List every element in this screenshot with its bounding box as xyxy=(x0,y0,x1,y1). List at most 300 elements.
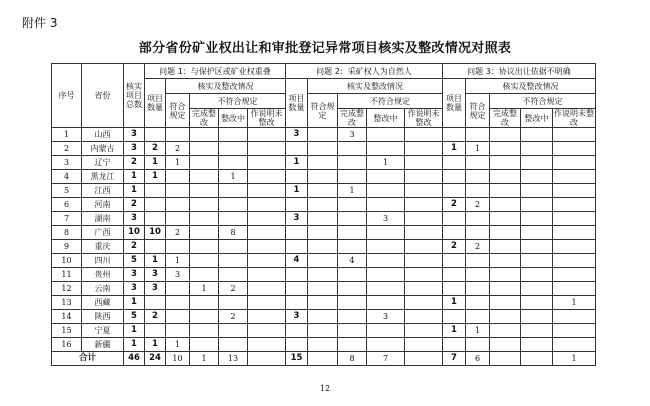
row-p3-cell xyxy=(466,338,490,352)
row-p2-cell xyxy=(338,338,367,352)
row-p1-cell xyxy=(248,184,286,198)
row-p1-cell xyxy=(248,324,286,338)
row-p1-cell xyxy=(166,170,190,184)
row-p1-cell xyxy=(219,296,248,310)
total-p2-cell xyxy=(405,352,443,366)
row-p2-cell xyxy=(405,142,443,156)
row-p2-cell xyxy=(367,240,405,254)
row-p2-cell xyxy=(405,268,443,282)
attachment-label: 附件 3 xyxy=(22,16,58,30)
header-p1-count: 项目数量 xyxy=(145,79,166,128)
row-p1-cell: 1 xyxy=(166,338,190,352)
header-p3-comply: 符合规定 xyxy=(466,94,490,128)
header-province: 省份 xyxy=(82,64,124,128)
total-p2-cell xyxy=(308,352,338,366)
table-row xyxy=(52,268,596,282)
row-p1-cell: 1 xyxy=(145,338,166,352)
row-p1-cell xyxy=(190,254,219,268)
header-problem-2: 问题 2：采矿权人为自然人 xyxy=(286,64,443,79)
table-row xyxy=(52,296,596,310)
row-p3-cell xyxy=(443,282,466,296)
header-p3-check: 核实及整改情况 xyxy=(466,79,596,94)
row-p1-cell xyxy=(190,226,219,240)
row-p1-cell xyxy=(219,128,248,142)
row-p3-cell xyxy=(490,156,521,170)
row-p3-cell xyxy=(490,310,521,324)
row-p2-cell xyxy=(367,282,405,296)
row-p1-cell xyxy=(219,254,248,268)
row-p3-cell xyxy=(490,226,521,240)
row-p3-cell xyxy=(443,310,466,324)
row-p3-cell xyxy=(553,212,596,226)
row-total: 3 xyxy=(124,142,145,156)
row-p3-cell xyxy=(553,198,596,212)
header-p1-check: 核实及整改情况 xyxy=(166,79,286,94)
row-p3-cell: 1 xyxy=(443,324,466,338)
row-p1-cell xyxy=(248,156,286,170)
row-p1-cell xyxy=(219,142,248,156)
row-p2-cell xyxy=(405,226,443,240)
row-p3-cell xyxy=(521,184,553,198)
row-p1-cell xyxy=(219,324,248,338)
row-total: 2 xyxy=(124,156,145,170)
row-p1-cell xyxy=(219,184,248,198)
row-p3-cell xyxy=(490,338,521,352)
row-p3-cell xyxy=(490,198,521,212)
row-p3-cell xyxy=(521,240,553,254)
row-p3-cell xyxy=(466,254,490,268)
row-p3-cell xyxy=(443,170,466,184)
row-p3-cell xyxy=(521,198,553,212)
row-province: 黑龙江 xyxy=(82,170,124,184)
row-p1-cell xyxy=(248,282,286,296)
row-p3-cell xyxy=(553,156,596,170)
table-row xyxy=(52,142,596,156)
row-p2-cell xyxy=(367,268,405,282)
row-p2-cell xyxy=(308,156,338,170)
row-province: 江西 xyxy=(82,184,124,198)
data-table xyxy=(51,63,596,366)
total-p3-cell xyxy=(490,352,521,366)
row-p2-cell xyxy=(286,282,308,296)
row-p2-cell xyxy=(338,282,367,296)
row-p2-cell xyxy=(308,184,338,198)
table-row xyxy=(52,338,596,352)
row-total: 1 xyxy=(124,170,145,184)
total-p3-cell xyxy=(521,352,553,366)
row-p1-cell xyxy=(219,240,248,254)
row-p1-cell: 8 xyxy=(219,226,248,240)
row-p2-cell xyxy=(308,226,338,240)
header-p3-explain: 作说明未整改 xyxy=(554,109,594,127)
total-p3-cell: 7 xyxy=(443,352,466,366)
row-p1-cell xyxy=(219,198,248,212)
row-province: 陕西 xyxy=(82,310,124,324)
row-province: 西藏 xyxy=(82,296,124,310)
row-p3-cell xyxy=(521,170,553,184)
header-p2-count: 项目数量 xyxy=(286,79,308,128)
header-problem-1: 问题 1：与保护区或矿业权重叠 xyxy=(145,64,286,79)
row-total: 1 xyxy=(124,324,145,338)
row-p3-cell: 2 xyxy=(466,198,490,212)
row-p1-cell: 2 xyxy=(166,142,190,156)
row-p1-cell xyxy=(166,310,190,324)
row-p1-cell xyxy=(248,170,286,184)
row-p2-cell xyxy=(367,254,405,268)
row-p3-cell xyxy=(490,184,521,198)
row-total: 1 xyxy=(124,296,145,310)
row-p1-cell xyxy=(190,268,219,282)
row-p2-cell: 1 xyxy=(338,184,367,198)
row-p2-cell xyxy=(367,324,405,338)
row-p1-cell xyxy=(145,324,166,338)
row-p1-cell xyxy=(190,198,219,212)
row-p1-cell: 1 xyxy=(145,170,166,184)
row-total: 2 xyxy=(124,240,145,254)
row-p1-cell xyxy=(166,184,190,198)
total-p1-cell xyxy=(248,352,286,366)
row-p1-cell xyxy=(190,324,219,338)
row-p2-cell xyxy=(308,212,338,226)
total-p3-cell: 1 xyxy=(553,352,596,366)
row-province: 湖南 xyxy=(82,212,124,226)
row-p1-cell xyxy=(190,184,219,198)
total-p2-cell: 7 xyxy=(367,352,405,366)
row-total: 5 xyxy=(124,254,145,268)
header-problem-3: 问题 3：协议出让依据不明确 xyxy=(443,64,596,79)
header-p1-done: 完成整改 xyxy=(190,109,219,128)
header-p2-done: 完成整改 xyxy=(338,109,367,128)
page-title: 部分省份矿业权出让和审批登记异常项目核实及整改情况对照表 xyxy=(138,41,512,56)
row-p1-cell xyxy=(166,296,190,310)
header-p3-done: 完成整改 xyxy=(490,109,521,128)
row-p2-cell xyxy=(367,198,405,212)
row-p3-cell xyxy=(521,310,553,324)
row-seq: 6 xyxy=(52,198,82,212)
row-province: 辽宁 xyxy=(82,156,124,170)
row-p1-cell xyxy=(145,128,166,142)
row-p3-cell xyxy=(521,282,553,296)
row-p2-cell xyxy=(286,296,308,310)
row-p1-cell xyxy=(145,184,166,198)
table-row xyxy=(52,254,596,268)
row-p2-cell xyxy=(405,156,443,170)
row-p2-cell xyxy=(338,226,367,240)
row-p3-cell xyxy=(466,226,490,240)
row-p1-cell xyxy=(248,226,286,240)
row-seq: 15 xyxy=(52,324,82,338)
row-p2-cell xyxy=(338,212,367,226)
row-p2-cell xyxy=(405,128,443,142)
table-row xyxy=(52,240,596,254)
row-p3-cell xyxy=(521,338,553,352)
row-seq: 13 xyxy=(52,296,82,310)
row-p1-cell xyxy=(219,156,248,170)
row-p3-cell xyxy=(443,254,466,268)
header-p2-check: 核实及整改情况 xyxy=(308,79,443,94)
row-province: 贵州 xyxy=(82,268,124,282)
row-p3-cell xyxy=(490,282,521,296)
row-p3-cell xyxy=(490,212,521,226)
row-p1-cell: 3 xyxy=(166,268,190,282)
row-p1-cell xyxy=(190,142,219,156)
total-p2-cell: 8 xyxy=(338,352,367,366)
row-p2-cell xyxy=(338,142,367,156)
row-seq: 8 xyxy=(52,226,82,240)
row-p2-cell xyxy=(338,240,367,254)
row-p2-cell xyxy=(286,170,308,184)
row-p2-cell xyxy=(367,170,405,184)
header-seq: 序号 xyxy=(52,64,82,128)
row-p3-cell xyxy=(553,310,596,324)
row-seq: 11 xyxy=(52,268,82,282)
row-p3-cell xyxy=(466,128,490,142)
header-p1-inprog: 整改中 xyxy=(219,109,248,128)
row-p3-cell xyxy=(553,324,596,338)
row-p2-cell xyxy=(308,296,338,310)
total-p2-cell: 15 xyxy=(286,352,308,366)
total-p3-cell: 6 xyxy=(466,352,490,366)
row-p2-cell xyxy=(308,128,338,142)
table-row xyxy=(52,310,596,324)
row-p1-cell xyxy=(190,128,219,142)
row-p2-cell xyxy=(405,212,443,226)
row-province: 广西 xyxy=(82,226,124,240)
row-p3-cell xyxy=(553,170,596,184)
row-p3-cell: 1 xyxy=(553,296,596,310)
row-p1-cell xyxy=(166,324,190,338)
row-p2-cell xyxy=(308,268,338,282)
row-p1-cell xyxy=(248,296,286,310)
table-row xyxy=(52,184,596,198)
row-province: 山西 xyxy=(82,128,124,142)
row-p1-cell: 10 xyxy=(145,226,166,240)
row-p2-cell xyxy=(367,128,405,142)
row-p2-cell xyxy=(367,338,405,352)
row-p3-cell: 1 xyxy=(466,142,490,156)
row-p2-cell xyxy=(405,240,443,254)
row-p3-cell xyxy=(490,268,521,282)
row-seq: 10 xyxy=(52,254,82,268)
row-p2-cell xyxy=(338,296,367,310)
row-p3-cell xyxy=(466,212,490,226)
row-p2-cell: 1 xyxy=(286,156,308,170)
row-p3-cell xyxy=(521,156,553,170)
row-p2-cell xyxy=(405,170,443,184)
total-sum: 46 xyxy=(124,352,145,366)
row-p2-cell xyxy=(338,268,367,282)
row-p1-cell xyxy=(248,254,286,268)
row-p3-cell: 2 xyxy=(466,240,490,254)
row-province: 重庆 xyxy=(82,240,124,254)
row-p2-cell xyxy=(286,324,308,338)
row-p1-cell: 2 xyxy=(219,310,248,324)
row-p2-cell xyxy=(405,254,443,268)
row-p2-cell: 3 xyxy=(367,212,405,226)
row-p2-cell xyxy=(405,282,443,296)
row-p2-cell xyxy=(338,310,367,324)
header-p1-comply: 符合规定 xyxy=(166,94,190,128)
row-p3-cell xyxy=(490,170,521,184)
row-seq: 9 xyxy=(52,240,82,254)
row-p1-cell xyxy=(145,212,166,226)
row-p3-cell xyxy=(443,156,466,170)
row-p3-cell xyxy=(521,128,553,142)
header-p2-explain: 作说明未整改 xyxy=(405,109,443,128)
row-p1-cell xyxy=(190,240,219,254)
row-p3-cell xyxy=(490,128,521,142)
row-province: 河南 xyxy=(82,198,124,212)
header-p3-noncomply: 不符合规定 xyxy=(490,94,596,109)
row-p1-cell: 1 xyxy=(145,156,166,170)
row-p1-cell xyxy=(190,310,219,324)
row-p1-cell xyxy=(166,240,190,254)
row-p1-cell xyxy=(248,268,286,282)
row-p3-cell xyxy=(521,254,553,268)
row-p1-cell xyxy=(190,156,219,170)
row-province: 宁夏 xyxy=(82,324,124,338)
row-p1-cell xyxy=(190,170,219,184)
row-p1-cell xyxy=(248,338,286,352)
row-p1-cell: 2 xyxy=(145,142,166,156)
row-p1-cell xyxy=(248,310,286,324)
row-p1-cell xyxy=(190,212,219,226)
row-p1-cell xyxy=(219,268,248,282)
row-p3-cell xyxy=(521,142,553,156)
row-p2-cell xyxy=(286,268,308,282)
row-p1-cell: 1 xyxy=(145,254,166,268)
row-p1-cell: 1 xyxy=(166,156,190,170)
row-p3-cell xyxy=(521,268,553,282)
row-p3-cell xyxy=(443,212,466,226)
row-p2-cell xyxy=(286,240,308,254)
row-p2-cell: 3 xyxy=(367,310,405,324)
row-p2-cell xyxy=(338,324,367,338)
row-p1-cell xyxy=(166,282,190,296)
row-p2-cell xyxy=(308,338,338,352)
row-p3-cell xyxy=(521,324,553,338)
row-p1-cell xyxy=(145,198,166,212)
row-seq: 3 xyxy=(52,156,82,170)
row-p3-cell xyxy=(490,142,521,156)
row-p2-cell xyxy=(367,142,405,156)
row-p3-cell xyxy=(553,128,596,142)
row-p2-cell xyxy=(367,184,405,198)
header-p1-noncomply: 不符合规定 xyxy=(190,94,286,109)
total-label: 合计 xyxy=(52,352,124,366)
row-p2-cell xyxy=(405,324,443,338)
row-total: 2 xyxy=(124,198,145,212)
total-row xyxy=(52,352,596,366)
row-seq: 4 xyxy=(52,170,82,184)
row-p3-cell: 2 xyxy=(443,240,466,254)
row-p3-cell xyxy=(553,338,596,352)
row-total: 1 xyxy=(124,338,145,352)
row-total: 5 xyxy=(124,310,145,324)
row-p2-cell xyxy=(405,310,443,324)
row-p1-cell xyxy=(248,128,286,142)
row-total: 1 xyxy=(124,184,145,198)
row-p2-cell xyxy=(338,156,367,170)
row-p2-cell xyxy=(338,198,367,212)
row-p3-cell xyxy=(490,296,521,310)
row-total: 3 xyxy=(124,282,145,296)
row-p1-cell xyxy=(166,128,190,142)
row-p2-cell xyxy=(308,240,338,254)
row-p3-cell xyxy=(553,184,596,198)
page-number: 12 xyxy=(319,384,331,393)
row-p3-cell xyxy=(553,254,596,268)
row-total: 3 xyxy=(124,212,145,226)
row-seq: 5 xyxy=(52,184,82,198)
row-p3-cell xyxy=(466,156,490,170)
row-p3-cell xyxy=(553,226,596,240)
row-p2-cell xyxy=(338,170,367,184)
row-p3-cell xyxy=(443,184,466,198)
table-row xyxy=(52,170,596,184)
row-province: 云南 xyxy=(82,282,124,296)
row-p1-cell xyxy=(248,142,286,156)
row-p1-cell: 2 xyxy=(145,310,166,324)
row-p2-cell xyxy=(308,198,338,212)
row-p3-cell xyxy=(466,310,490,324)
row-p1-cell xyxy=(248,240,286,254)
row-p2-cell xyxy=(308,310,338,324)
row-p2-cell xyxy=(367,296,405,310)
row-p3-cell xyxy=(490,240,521,254)
row-province: 四川 xyxy=(82,254,124,268)
row-p3-cell xyxy=(466,296,490,310)
row-seq: 2 xyxy=(52,142,82,156)
row-p2-cell xyxy=(286,198,308,212)
row-p2-cell xyxy=(308,324,338,338)
table-row xyxy=(52,212,596,226)
total-p1-cell: 24 xyxy=(145,352,166,366)
table-row xyxy=(52,156,596,170)
row-p2-cell xyxy=(308,170,338,184)
row-total: 3 xyxy=(124,128,145,142)
row-province: 内蒙古 xyxy=(82,142,124,156)
table-row xyxy=(52,324,596,338)
header-p1-explain: 作说明未整改 xyxy=(248,109,286,128)
row-p3-cell xyxy=(466,282,490,296)
row-p1-cell xyxy=(219,212,248,226)
row-total: 10 xyxy=(124,226,145,240)
row-p3-cell xyxy=(521,212,553,226)
row-p1-cell xyxy=(166,198,190,212)
row-p2-cell xyxy=(308,142,338,156)
row-p3-cell xyxy=(553,240,596,254)
row-p1-cell: 1 xyxy=(166,254,190,268)
row-p1-cell xyxy=(145,240,166,254)
row-p2-cell xyxy=(367,226,405,240)
row-p2-cell xyxy=(405,198,443,212)
row-p3-cell xyxy=(466,268,490,282)
row-p3-cell xyxy=(490,254,521,268)
row-p1-cell: 1 xyxy=(219,170,248,184)
row-p3-cell xyxy=(443,226,466,240)
row-seq: 16 xyxy=(52,338,82,352)
row-p1-cell xyxy=(248,212,286,226)
row-p2-cell xyxy=(308,254,338,268)
row-p3-cell xyxy=(553,268,596,282)
row-p2-cell xyxy=(405,184,443,198)
row-p2-cell xyxy=(405,338,443,352)
row-p1-cell xyxy=(145,296,166,310)
row-seq: 12 xyxy=(52,282,82,296)
row-p3-cell xyxy=(466,184,490,198)
row-p3-cell xyxy=(443,268,466,282)
